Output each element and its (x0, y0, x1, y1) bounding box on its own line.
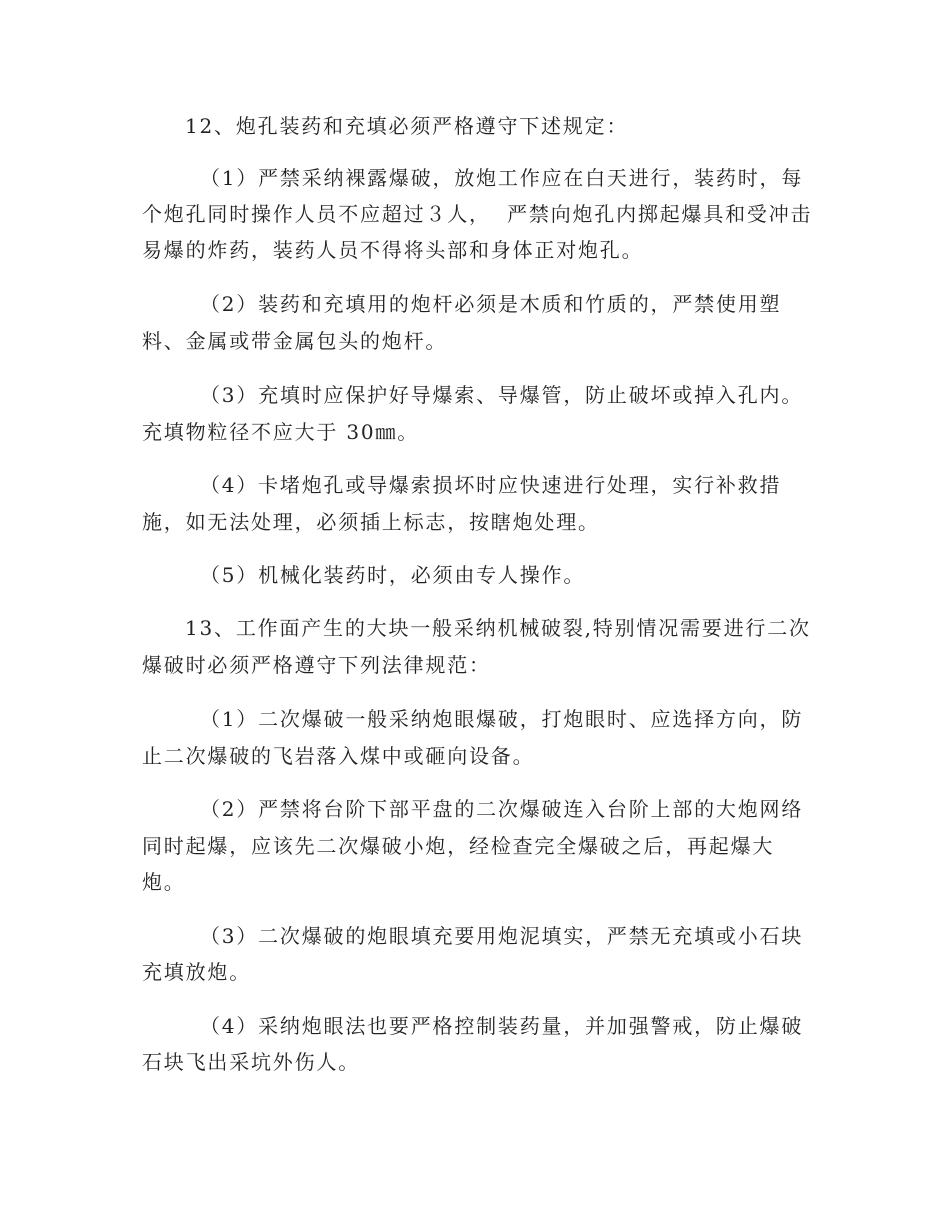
section-12-item-2-line-1: （2）装药和充填用的炮杆必须是木质和竹质的，严禁使用塑 (200, 292, 782, 316)
section-12-heading: 12、炮孔装药和充填必须严格遵守下述规定： (185, 114, 629, 138)
section-12-item-1-line-1: （1）严禁采纳裸露爆破，放炮工作应在白天进行，装药时，每 (200, 166, 804, 190)
section-12-item-5-line-1: （5）机械化装药时，必须由专人操作。 (200, 563, 586, 587)
section-13-item-4-line-2: 石块飞出采坑外伤人。 (142, 1050, 360, 1074)
section-13-item-2-line-2: 同时起爆，应该先二次爆破小炮，经检查完全爆破之后，再起爆大 (142, 834, 775, 858)
section-12-item-1-line-3: 易爆的炸药，装药人员不得将头部和身体正对炮孔。 (142, 238, 644, 262)
section-12-item-2-line-2: 料、金属或带金属包头的炮杆。 (142, 329, 448, 353)
section-13-item-2-line-1: （2）严禁将台阶下部平盘的二次爆破连入台阶上部的大炮网络 (200, 797, 804, 821)
section-12-item-4-line-2: 施，如无法处理，必须插上标志，按瞎炮处理。 (142, 510, 600, 534)
section-12-item-3-line-1: （3）充填时应保护好导爆索、导爆管，防止破坏或掉入孔内。 (200, 383, 804, 407)
section-13-item-3-line-1: （3）二次爆破的炮眼填充要用炮泥填实，严禁无充填或小石块 (200, 924, 804, 948)
section-12-item-4-line-1: （4）卡堵炮孔或导爆索损坏时应快速进行处理，实行补救措 (200, 473, 782, 497)
section-13-item-4-line-1: （4）采纳炮眼法也要严格控制装药量，并加强警戒，防止爆破 (200, 1014, 804, 1038)
section-13-item-1-line-1: （1）二次爆破一般采纳炮眼爆破，打炮眼时、应选择方向，防 (200, 707, 804, 731)
section-12-item-3-line-2: 充填物粒径不应大于 30㎜。 (142, 420, 420, 444)
section-13-item-1-line-2: 止二次爆破的飞岩落入煤中或砸向设备。 (142, 744, 535, 768)
section-13-heading-line-2: 爆破时必须严格遵守下列法律规范： (142, 653, 491, 677)
section-13-item-2-line-3: 炮。 (142, 870, 186, 894)
section-13-heading-line-1: 13、工作面产生的大块一般采纳机械破裂,特别情况需要进行二次 (185, 616, 811, 640)
section-12-item-1-line-2: 个炮孔同时操作人员不应超过３人， 严禁向炮孔内掷起爆具和受冲击 (142, 202, 813, 226)
section-13-item-3-line-2: 充填放炮。 (142, 960, 251, 984)
